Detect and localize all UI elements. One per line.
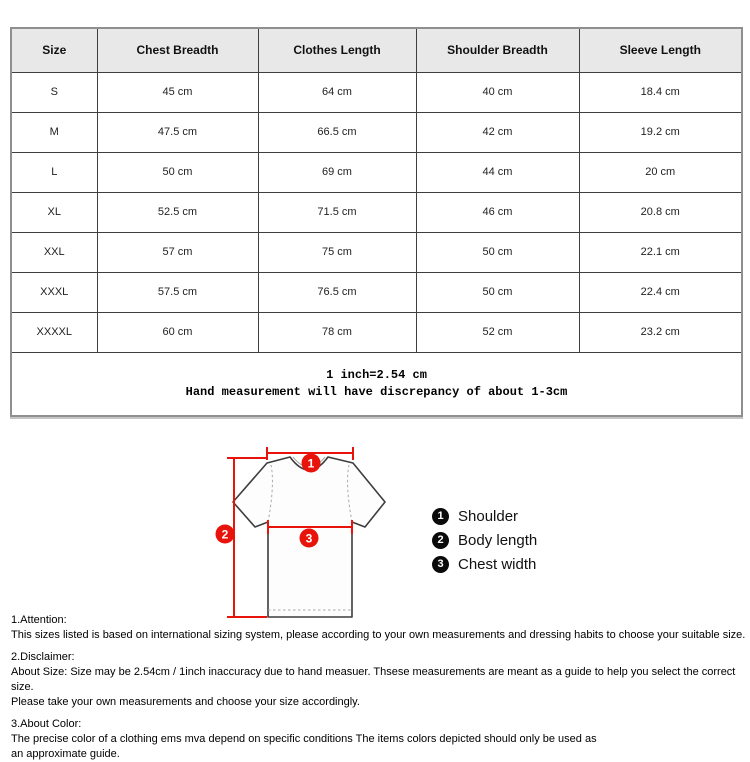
size-cell: XXXL bbox=[11, 272, 97, 312]
attention-section bbox=[11, 613, 748, 643]
legend-label-chest-width: Chest width bbox=[458, 555, 537, 573]
attention-heading: 1.Attention: bbox=[11, 614, 67, 626]
length-cell: 64 cm bbox=[258, 72, 416, 112]
chest-cell: 52.5 cm bbox=[97, 192, 258, 232]
size-cell: XXXXL bbox=[11, 312, 97, 352]
chest-cell: 57.5 cm bbox=[97, 272, 258, 312]
col-header-chest-breadth: Chest Breadth bbox=[97, 28, 258, 72]
note-hand-measurement: Hand measurement will have discrepancy of about 1-3cm bbox=[185, 384, 568, 399]
badge-2-digit: 2 bbox=[221, 527, 229, 542]
disclaimer-text-1: About Size: Size may be 2.54cm / 1inch inaccuracy due to hand measuer. Thsese measurements are meant as a guide to help you select the correct size. bbox=[11, 666, 736, 693]
table-row-s bbox=[11, 72, 742, 112]
chest-cell: 57 cm bbox=[97, 232, 258, 272]
size-cell: S bbox=[11, 72, 97, 112]
table-note-row bbox=[11, 352, 742, 416]
shoulder-cell: 42 cm bbox=[416, 112, 579, 152]
size-cell: M bbox=[11, 112, 97, 152]
shoulder-cell: 44 cm bbox=[416, 152, 579, 192]
col-header-clothes-length: Clothes Length bbox=[258, 28, 416, 72]
badge-3-digit: 3 bbox=[305, 531, 313, 546]
length-cell: 75 cm bbox=[258, 232, 416, 272]
size-table bbox=[10, 27, 743, 417]
shoulder-cell: 46 cm bbox=[416, 192, 579, 232]
table-row-m bbox=[11, 112, 742, 152]
disclaimer-heading: 2.Disclaimer: bbox=[11, 651, 75, 663]
size-cell: L bbox=[11, 152, 97, 192]
sleeve-cell: 20.8 cm bbox=[579, 192, 742, 232]
length-cell: 71.5 cm bbox=[258, 192, 416, 232]
sleeve-cell: 22.4 cm bbox=[579, 272, 742, 312]
disclaimer-section bbox=[11, 650, 748, 710]
size-cell: XL bbox=[11, 192, 97, 232]
legend-num-3: 3 bbox=[432, 556, 449, 573]
length-cell: 78 cm bbox=[258, 312, 416, 352]
table-note bbox=[11, 352, 742, 416]
table-row-l bbox=[11, 152, 742, 192]
table-header-row bbox=[11, 28, 742, 72]
size-cell: XXL bbox=[11, 232, 97, 272]
shoulder-cell: 52 cm bbox=[416, 312, 579, 352]
sleeve-cell: 19.2 cm bbox=[579, 112, 742, 152]
tshirt-measurement-diagram bbox=[205, 443, 415, 625]
badge-1-digit: 1 bbox=[307, 456, 315, 471]
disclaimer-text-2: Please take your own measurements and choose your size accordingly. bbox=[11, 696, 360, 708]
shoulder-cell: 50 cm bbox=[416, 232, 579, 272]
sleeve-cell: 22.1 cm bbox=[579, 232, 742, 272]
sleeve-cell: 23.2 cm bbox=[579, 312, 742, 352]
legend-label-body-length: Body length bbox=[458, 531, 538, 549]
length-cell: 69 cm bbox=[258, 152, 416, 192]
legend-item-body-length bbox=[432, 528, 537, 552]
about-color-section bbox=[11, 717, 748, 762]
length-cell: 76.5 cm bbox=[258, 272, 416, 312]
sleeve-cell: 18.4 cm bbox=[579, 72, 742, 112]
table-row-xxxl bbox=[11, 272, 742, 312]
table-row-xxxxl bbox=[11, 312, 742, 352]
length-cell: 66.5 cm bbox=[258, 112, 416, 152]
legend-item-chest-width bbox=[432, 552, 537, 576]
chest-cell: 50 cm bbox=[97, 152, 258, 192]
about-color-heading: 3.About Color: bbox=[11, 718, 82, 730]
about-color-text-1: The precise color of a clothing ems mva depend on specific conditions The items colors depicted should only be used as bbox=[11, 733, 597, 745]
legend-num-2: 2 bbox=[432, 532, 449, 549]
note-inch-conversion: 1 inch=2.54 cm bbox=[326, 367, 427, 382]
shoulder-cell: 50 cm bbox=[416, 272, 579, 312]
chest-cell: 60 cm bbox=[97, 312, 258, 352]
col-header-shoulder-breadth: Shoulder Breadth bbox=[416, 28, 579, 72]
col-header-size: Size bbox=[11, 28, 97, 72]
table-row-xxl bbox=[11, 232, 742, 272]
chest-cell: 45 cm bbox=[97, 72, 258, 112]
col-header-sleeve-length: Sleeve Length bbox=[579, 28, 742, 72]
chest-cell: 47.5 cm bbox=[97, 112, 258, 152]
legend-num-1: 1 bbox=[432, 508, 449, 525]
legend-item-shoulder bbox=[432, 504, 537, 528]
notes-section bbox=[11, 613, 748, 762]
about-color-text-2: an approximate guide. bbox=[11, 748, 120, 760]
attention-text: This sizes listed is based on international sizing system, please according to your own measurements and dressing habits to choose your suitable size. bbox=[11, 629, 746, 641]
sleeve-cell: 20 cm bbox=[579, 152, 742, 192]
legend-label-shoulder: Shoulder bbox=[458, 507, 519, 525]
shoulder-cell: 40 cm bbox=[416, 72, 579, 112]
table-row-xl bbox=[11, 192, 742, 232]
measurement-legend bbox=[432, 504, 537, 576]
